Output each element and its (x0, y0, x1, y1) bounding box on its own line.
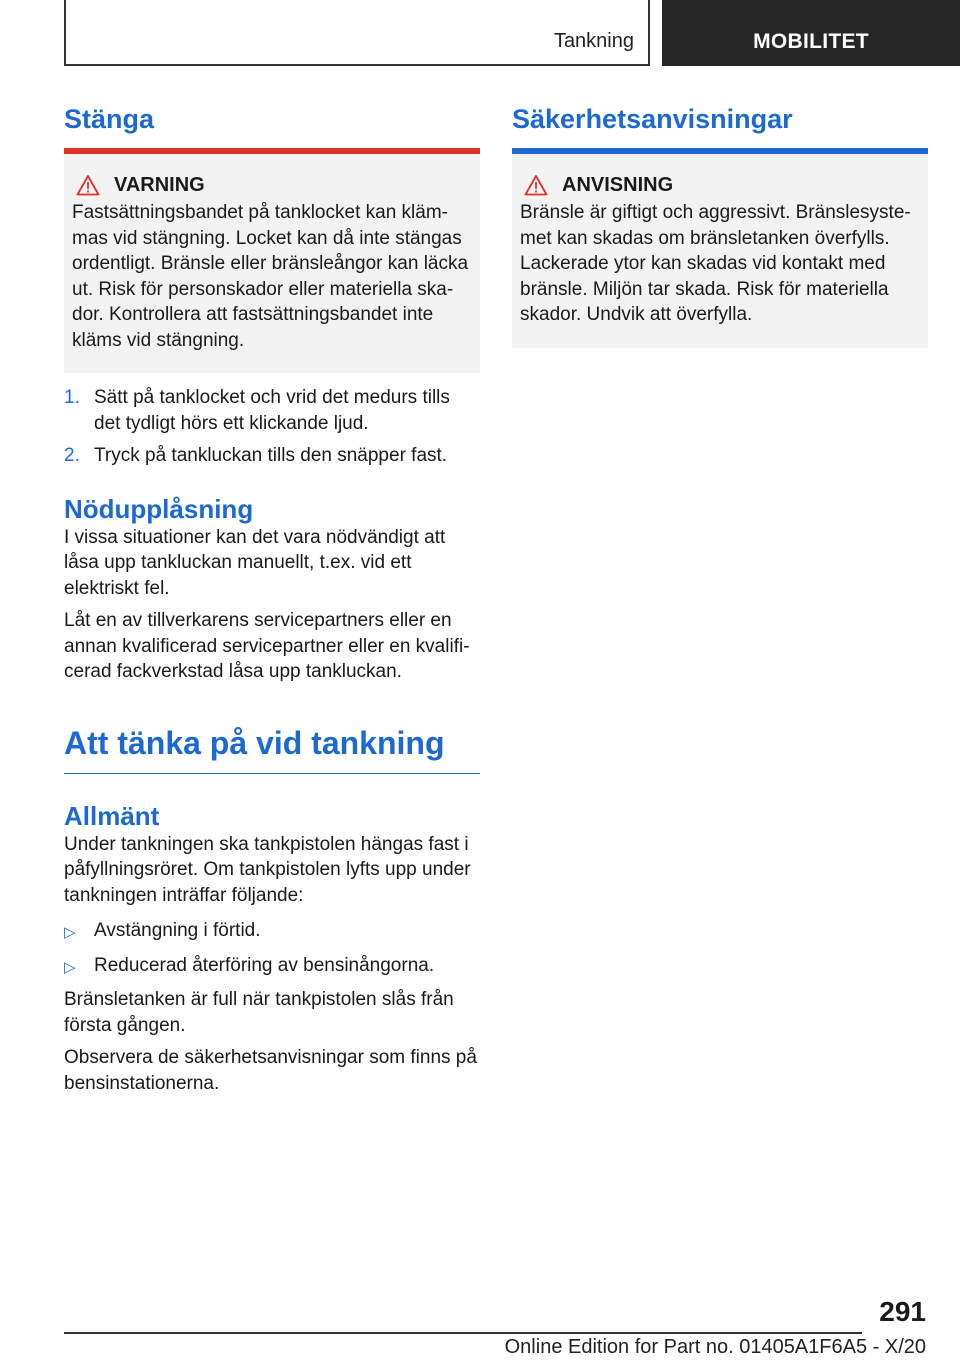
list-item (64, 918, 480, 946)
warning-triangle-icon (524, 174, 548, 196)
paragraph: Observera de säkerhetsanvisningar som finns på bensinstationerna. (64, 1047, 477, 1094)
subsection-title-allmant: Allmänt (64, 800, 160, 831)
notice-heading (520, 172, 920, 198)
warning-box (64, 154, 480, 373)
section-title-sakerhet: Säkerhetsanvisningar (512, 104, 793, 134)
bullet-text: Avstängning i förtid. (94, 920, 261, 941)
warning-triangle-icon (76, 174, 100, 196)
footer-edition: Online Edition for Part no. 01405A1F6A5 - X/20 (504, 1336, 926, 1358)
footer-divider (64, 1332, 862, 1334)
step-text: Sätt på tanklocket och vrid det medurs tills det tydligt hörs ett klickande ljud. (94, 387, 450, 434)
header-chapter-box (662, 0, 960, 66)
list-item (64, 385, 480, 436)
triangle-bullet-icon: ▷ (64, 958, 76, 976)
step-number: 1. (64, 387, 80, 408)
section-title-stanga: Stänga (64, 104, 155, 134)
paragraph: Bränsletanken är full när tankpistolen slås från första gången. (64, 989, 454, 1036)
warning-text: Fastsättningsbandet på tanklocket kan kläm-mas vid stängning. Locket kan då inte stängas ordentligt. Bränsle eller bränsleångor kan läcka ut. Risk för personskador eller materiella ska-dor. Kontrollera att fastsättningsbandet inte kläms vid stängning. (72, 202, 469, 351)
notice-text: Bränsle är giftigt och aggressivt. Bränslesyste-met kan skadas om bränsletanken överfylls. Lackerade ytor kan skadas vid kontakt med bränsle. Miljön tar skada. Risk för materiella skador. Undvik att överfylla. (520, 202, 911, 325)
paragraph: I vissa situationer kan det vara nödvändigt att låsa upp tankluckan manuellt, t.ex. vid ett elektriskt fel. (64, 526, 446, 599)
header-section-title: Tankning (553, 30, 634, 52)
bullet-text: Reducerad återföring av bensinångorna. (94, 954, 435, 976)
paragraph: Låt en av tillverkarens servicepartners eller en annan kvalificerad servicepartner eller en kvalifi-cerad fackverkstad låsa upp tankluckan. (64, 610, 470, 682)
subsection-title-nodupplasning: Nödupplåsning (64, 493, 254, 524)
step-text: Tryck på tankluckan tills den snäpper fast. (94, 445, 448, 466)
notice-box (512, 154, 928, 348)
steps-list (64, 385, 480, 469)
step-number: 2. (64, 445, 80, 466)
right-column (512, 102, 928, 348)
warning-heading (72, 172, 472, 198)
page-number: 291 (879, 1296, 926, 1327)
header-chapter-title: MOBILITET (753, 30, 869, 53)
warning-label: VARNING (114, 174, 205, 196)
chapter-title-att-tanka: Att tänka på vid tankning (64, 723, 480, 774)
triangle-bullet-icon: ▷ (64, 924, 76, 941)
left-column (64, 102, 480, 1103)
list-item (64, 443, 480, 469)
paragraph: Under tankningen ska tankpistolen hängas fast i påfyllningsröret. Om tankpistolen lyfts upp under tankningen inträffar följande: (64, 833, 471, 906)
header-section-box (64, 0, 650, 66)
notice-label: ANVISNING (562, 174, 674, 196)
list-item (64, 953, 480, 981)
